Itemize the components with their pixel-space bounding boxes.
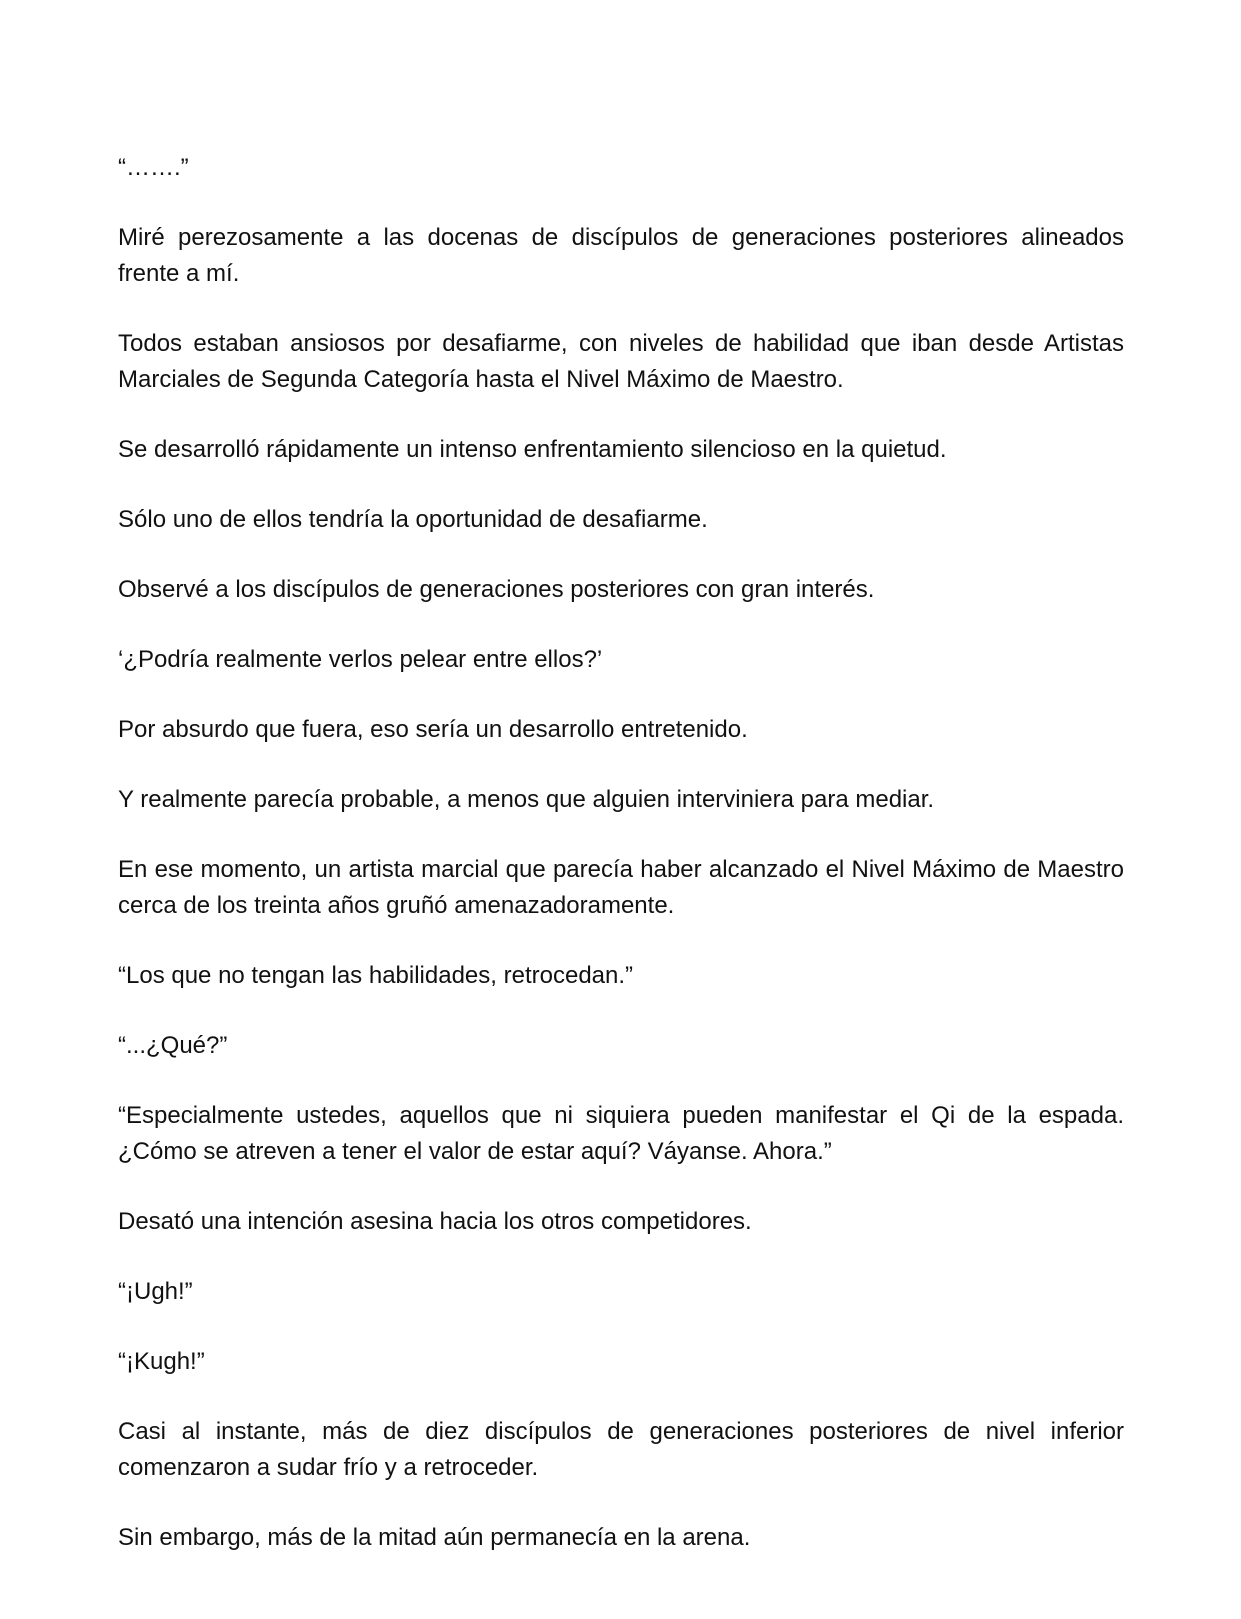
paragraph: Desató una intención asesina hacia los otros competidores. [118, 1208, 752, 1235]
paragraph: ‘¿Podría realmente verlos pelear entre ellos?’ [118, 646, 603, 673]
paragraph: “¡Ugh!” [118, 1278, 193, 1305]
paragraph: “…….” [118, 154, 189, 181]
paragraph: Sólo uno de ellos tendría la oportunidad de desafiarme. [118, 506, 708, 533]
paragraph: Por absurdo que fuera, eso sería un desarrollo entretenido. [118, 716, 748, 743]
paragraph: Todos estaban ansiosos por desafiarme, con niveles de habilidad que iban desde Artistas Marciales de Segunda Categoría hasta el Nivel Máximo de Maestro. [118, 330, 1124, 393]
paragraph: “Los que no tengan las habilidades, retrocedan.” [118, 962, 634, 989]
paragraph: “Especialmente ustedes, aquellos que ni siquiera pueden manifestar el Qi de la espada. ¿Cómo se atreven a tener el valor de estar aquí? Váyanse. Ahora.” [118, 1102, 1124, 1165]
paragraph: Miré perezosamente a las docenas de discípulos de generaciones posteriores alineados frente a mí. [118, 224, 1124, 287]
paragraph: Observé a los discípulos de generaciones posteriores con gran interés. [118, 576, 875, 603]
paragraph: Casi al instante, más de diez discípulos de generaciones posteriores de nivel inferior comenzaron a sudar frío y a retroceder. [118, 1418, 1124, 1481]
paragraph: En ese momento, un artista marcial que parecía haber alcanzado el Nivel Máximo de Maestro cerca de los treinta años gruñó amenazadoramente. [118, 856, 1124, 919]
paragraph: Se desarrolló rápidamente un intenso enfrentamiento silencioso en la quietud. [118, 436, 947, 463]
paragraph: Sin embargo, más de la mitad aún permanecía en la arena. [118, 1524, 751, 1551]
paragraph: “...¿Qué?” [118, 1032, 228, 1059]
document-body [118, 150, 1124, 1556]
paragraph: “¡Kugh!” [118, 1348, 205, 1375]
paragraph: Y realmente parecía probable, a menos que alguien interviniera para mediar. [118, 786, 935, 813]
